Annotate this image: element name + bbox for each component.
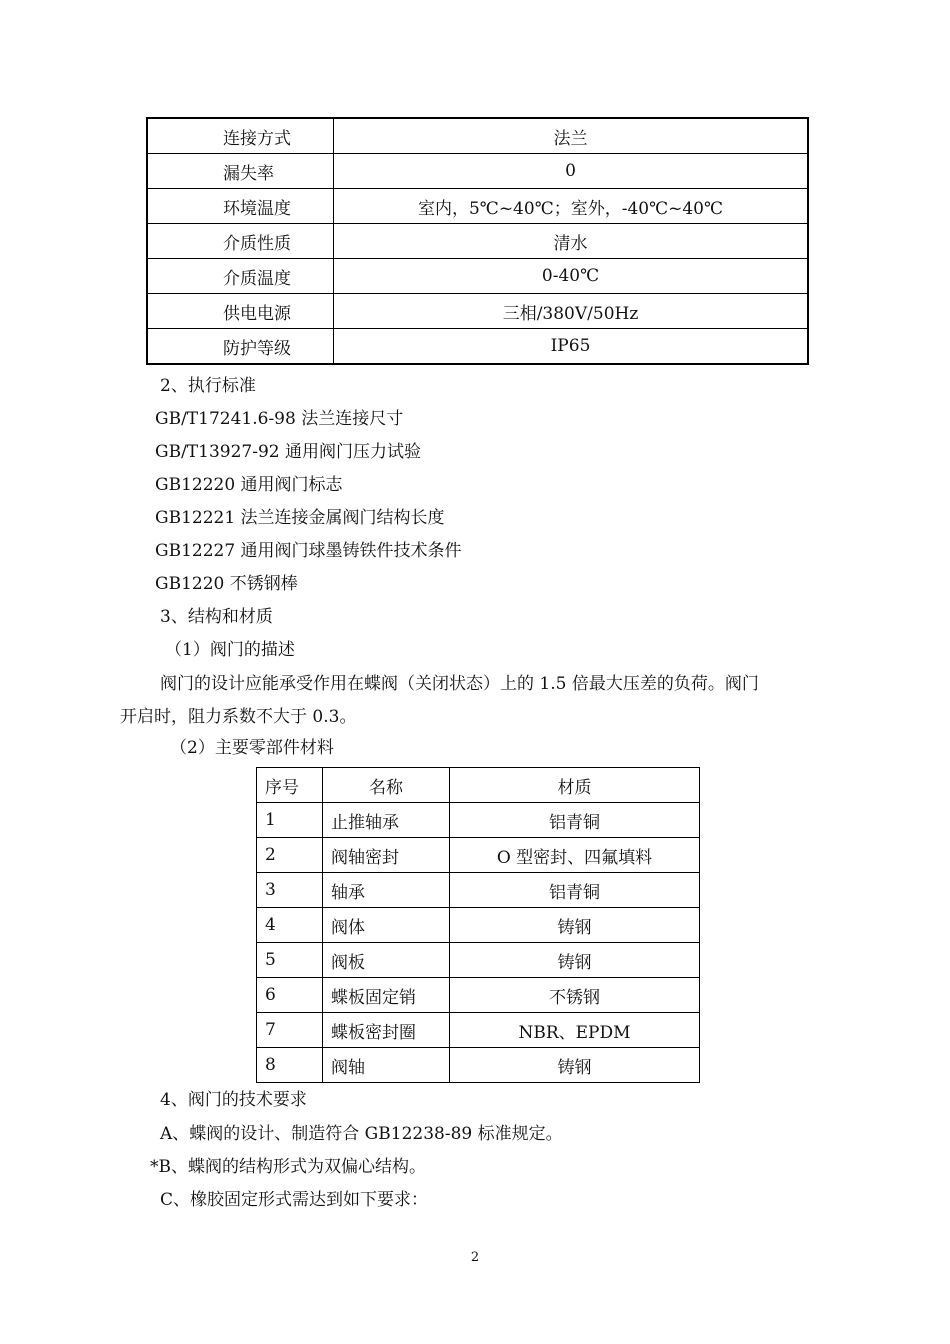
part-material: 铸钢 (450, 908, 700, 943)
spec-key: 介质温度 (147, 259, 334, 294)
standard-item: GB/T17241.6-98 法兰连接尺寸 (155, 409, 404, 429)
spec-table (146, 117, 809, 365)
spec-key: 供电电源 (147, 294, 334, 329)
requirement-item: C、橡胶固定形式需达到如下要求： (160, 1190, 429, 1210)
part-material: 铸钢 (450, 1048, 700, 1083)
spec-row (147, 189, 808, 224)
part-material: 铝青铜 (450, 873, 700, 908)
spec-row (147, 154, 808, 189)
table-row (257, 978, 700, 1013)
column-header: 序号 (257, 768, 323, 803)
section-heading-requirements: 4、阀门的技术要求 (160, 1090, 307, 1110)
part-name: 轴承 (323, 873, 450, 908)
part-material: 不锈钢 (450, 978, 700, 1013)
table-header-row (257, 768, 700, 803)
section-heading-structure: 3、结构和材质 (160, 607, 273, 627)
part-number: 3 (257, 873, 323, 908)
materials-table (256, 767, 700, 1083)
table-row (257, 1048, 700, 1083)
part-name: 阀板 (323, 943, 450, 978)
standard-item: GB1220 不锈钢棒 (155, 574, 298, 594)
part-number: 2 (257, 838, 323, 873)
spec-key: 环境温度 (147, 189, 334, 224)
table-row (257, 1013, 700, 1048)
spec-value: 0 (334, 154, 809, 189)
spec-value: 三相/380V/50Hz (334, 294, 809, 329)
table-row (257, 873, 700, 908)
column-header: 材质 (450, 768, 700, 803)
standard-item: GB/T13927-92 通用阀门压力试验 (155, 442, 421, 462)
standard-item: GB12227 通用阀门球墨铸铁件技术条件 (155, 541, 462, 561)
part-material: 铸钢 (450, 943, 700, 978)
spec-value: 清水 (334, 224, 809, 259)
requirement-item: *B、蝶阀的结构形式为双偏心结构。 (150, 1157, 426, 1177)
section-heading-standards: 2、执行标准 (160, 376, 256, 396)
table-row (257, 803, 700, 838)
page-number: 2 (470, 1250, 480, 1265)
spec-value: 法兰 (334, 118, 809, 154)
paragraph-line: 阀门的设计应能承受作用在蝶阀（关闭状态）上的 1.5 倍最大压差的负荷。阀门 (160, 674, 759, 694)
part-number: 5 (257, 943, 323, 978)
standard-item: GB12221 法兰连接金属阀门结构长度 (155, 508, 445, 528)
subheading-valve-description: （1）阀门的描述 (165, 640, 295, 660)
part-material: NBR、EPDM (450, 1013, 700, 1048)
part-material: O 型密封、四氟填料 (450, 838, 700, 873)
spec-key: 漏失率 (147, 154, 334, 189)
subheading-materials: （2）主要零部件材料 (170, 738, 334, 758)
table-row (257, 838, 700, 873)
part-number: 8 (257, 1048, 323, 1083)
part-number: 6 (257, 978, 323, 1013)
spec-value: 室内，5℃~40℃；室外，-40℃~40℃ (334, 189, 809, 224)
standard-item: GB12220 通用阀门标志 (155, 475, 343, 495)
part-name: 阀体 (323, 908, 450, 943)
spec-row (147, 329, 808, 365)
part-name: 止推轴承 (323, 803, 450, 838)
part-name: 蝶板固定销 (323, 978, 450, 1013)
spec-value: IP65 (334, 329, 809, 365)
table-row (257, 908, 700, 943)
part-material: 铝青铜 (450, 803, 700, 838)
part-number: 7 (257, 1013, 323, 1048)
part-number: 4 (257, 908, 323, 943)
spec-row (147, 224, 808, 259)
part-name: 蝶板密封圈 (323, 1013, 450, 1048)
paragraph-line: 开启时，阻力系数不大于 0.3。 (120, 707, 357, 727)
spec-row (147, 118, 808, 154)
spec-key: 介质性质 (147, 224, 334, 259)
spec-key: 连接方式 (147, 118, 334, 154)
spec-row (147, 259, 808, 294)
column-header: 名称 (323, 768, 450, 803)
table-row (257, 943, 700, 978)
spec-key: 防护等级 (147, 329, 334, 365)
spec-value: 0-40℃ (334, 259, 809, 294)
part-number: 1 (257, 803, 323, 838)
spec-row (147, 294, 808, 329)
part-name: 阀轴密封 (323, 838, 450, 873)
requirement-item: A、蝶阀的设计、制造符合 GB12238-89 标准规定。 (160, 1124, 563, 1144)
part-name: 阀轴 (323, 1048, 450, 1083)
